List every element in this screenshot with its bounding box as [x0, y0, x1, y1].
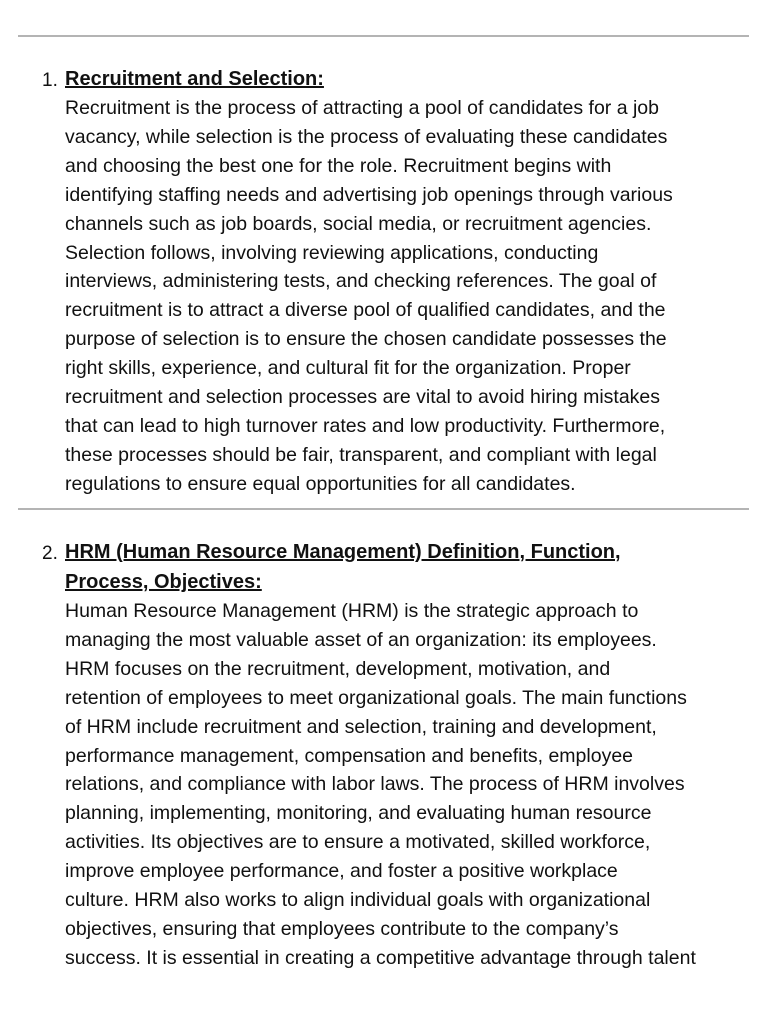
list-item-recruitment — [0, 64, 768, 499]
list-number: 1. — [42, 70, 58, 91]
section-divider — [18, 508, 749, 510]
section-body: Recruitment is the process of attracting a pool of candidates for a job vacancy, while selection is the process of evaluating these candidates and choosing the best one for the role. Recruitment begins with identifying staffing needs and advertising job openings through various channels such as job boards, social media, or recruitment agencies. Selection follows, involving reviewing applications, conducting interviews, administering tests, and checking references. The goal of recruitment is to attract a diverse pool of qualified candidates, and the purpose of selection is to ensure the chosen candidate possesses the right skills, experience, and cultural fit for the organization. Proper recruitment and selection processes are vital to avoid hiring mistakes that can lead to high turnover rates and low productivity. Furthermore, these processes should be fair, transparent, and compliant with legal regulations to ensure equal opportunities for all candidates. — [65, 97, 673, 495]
list-number: 2. — [42, 543, 58, 564]
section-heading: Recruitment and Selection: — [65, 68, 324, 90]
section-body: Human Resource Management (HRM) is the strategic approach to managing the most valuable asset of an organization: its employees. HRM focuses on the recruitment, development, motivation, and retention of employees to meet organizational goals. The main functions of HRM include recruitment and selection, training and development, performance management, compensation and benefits, employee relations, and compliance with labor laws. The process of HRM involves planning, implementing, monitoring, and evaluating human resource activities. Its objectives are to ensure a motivated, skilled workforce, improve employee performance, and foster a positive workplace culture. HRM also works to align individual goals with organizational objectives, ensuring that employees contribute to the company’s success. It is essential in creating a competitive advantage through talent — [65, 600, 696, 969]
list-item-hrm — [0, 537, 768, 973]
top-divider — [18, 35, 749, 37]
section-heading: HRM (Human Resource Management) Definition, Function, Process, Objectives: — [65, 541, 621, 593]
